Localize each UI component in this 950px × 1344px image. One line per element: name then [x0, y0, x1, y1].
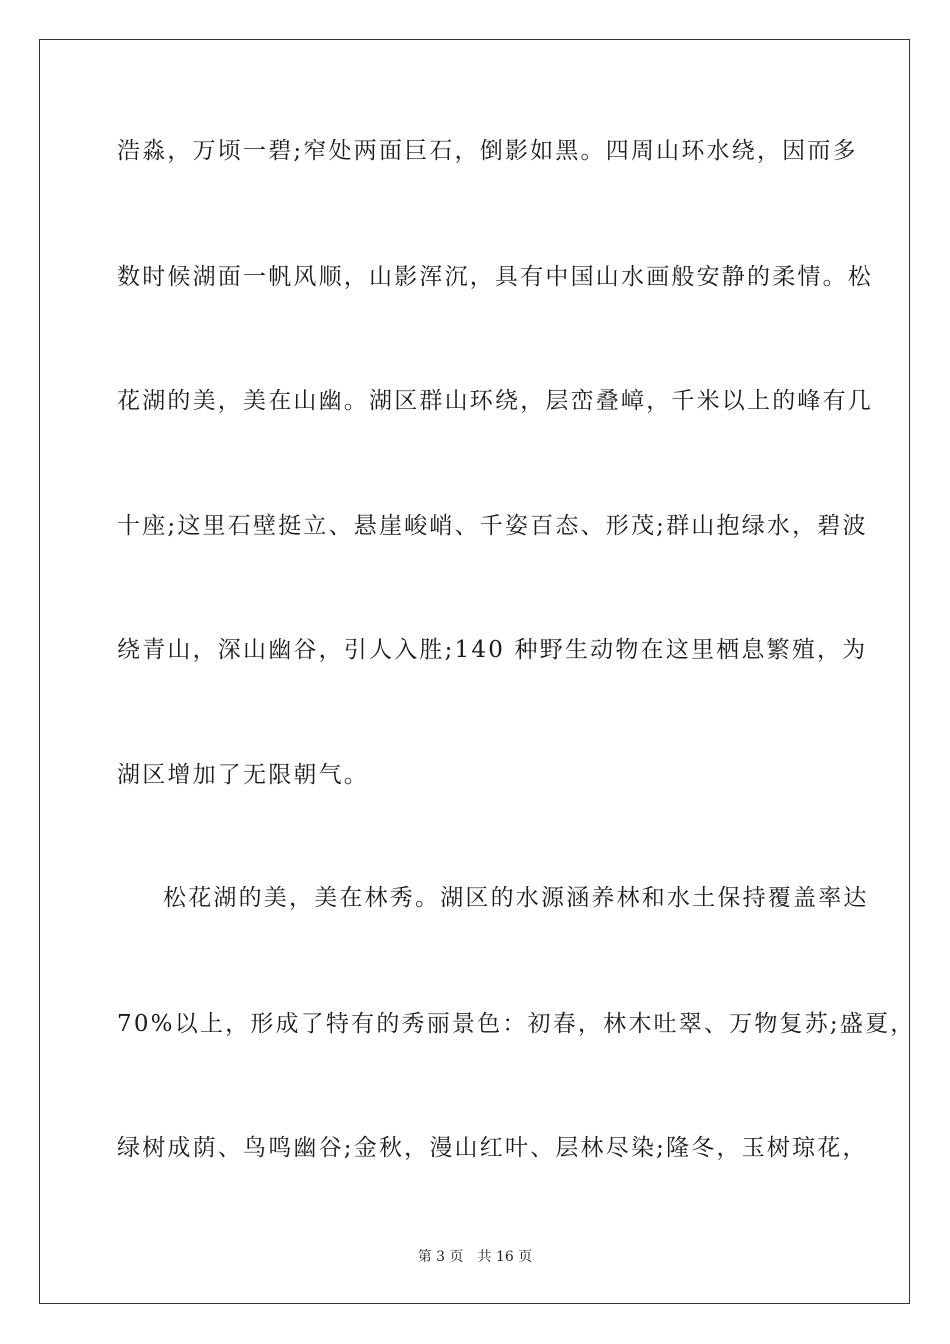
text-line: 绕青山，深山幽谷，引人入胜;140 种野生动物在这里栖息繁殖，为 — [117, 637, 868, 663]
page-footer — [0, 1246, 950, 1266]
paragraph-first-line: 松花湖的美，美在林秀。湖区的水源涵养林和水土保持覆盖率达 — [163, 885, 869, 911]
text-line: 浩淼，万顷一碧;窄处两面巨石，倒影如黑。四周山环水绕，因而多 — [117, 138, 858, 164]
text-line: 花湖的美，美在山幽。湖区群山环绕，层峦叠嶂，千米以上的峰有几 — [117, 388, 873, 414]
text-line: 湖区增加了无限朝气。 — [117, 762, 369, 788]
text-line: 绿树成荫、鸟鸣幽谷;金秋，漫山红叶、层林尽染;隆冬，玉树琼花， — [117, 1135, 868, 1161]
text-line: 数时候湖面一帆风顺，山影浑沉，具有中国山水画般安静的柔情。松 — [117, 264, 873, 290]
page-number: 第 3 页 — [417, 1249, 464, 1265]
page-total: 共 16 页 — [477, 1249, 533, 1265]
text-line: 十座;这里石壁挺立、悬崖峻峭、千姿百态、形茂;群山抱绿水，碧波 — [117, 513, 868, 539]
text-line: 70%以上，形成了特有的秀丽景色：初春，林木吐翠、万物复苏;盛夏， — [117, 1011, 916, 1037]
